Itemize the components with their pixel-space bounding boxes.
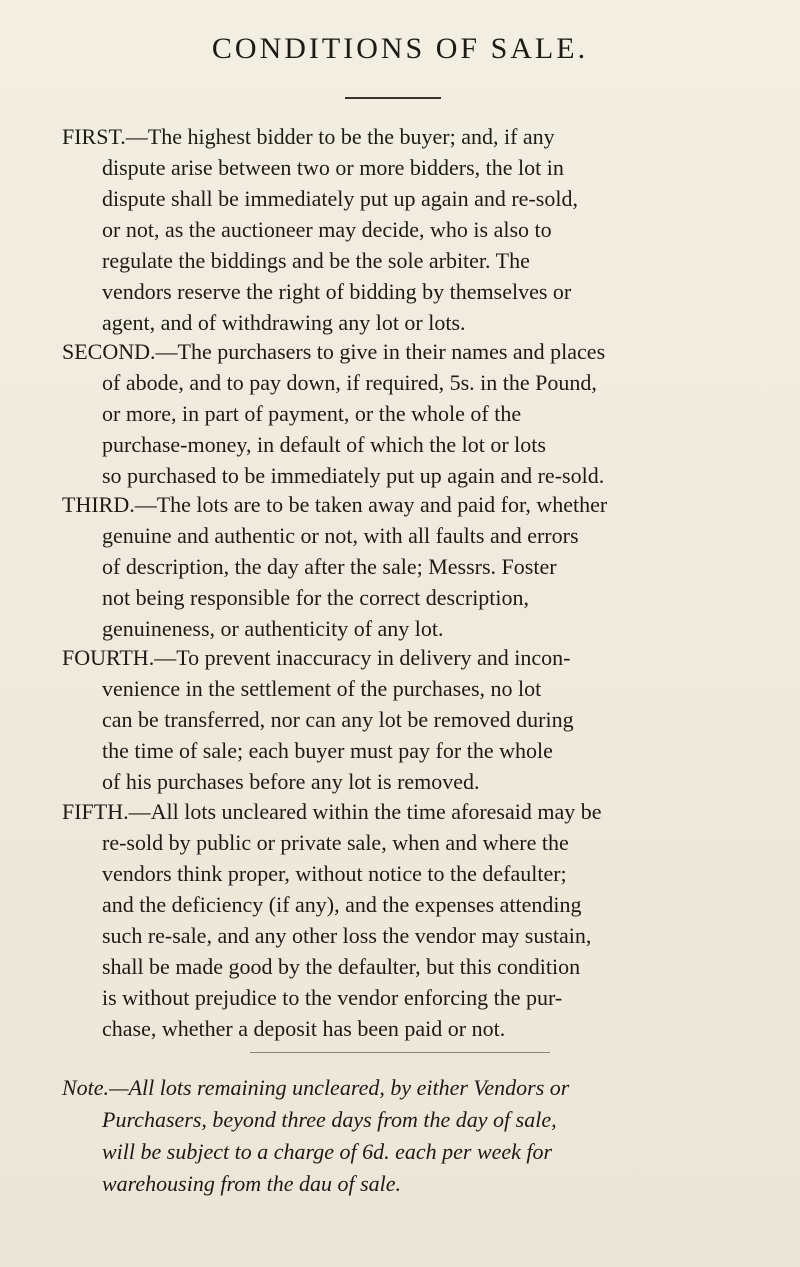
title-divider (345, 97, 441, 99)
condition-fifth-line-3: vendors think proper, without notice to the defaulter; (102, 861, 567, 886)
condition-third-line-3: of description, the day after the sale; Messrs. Foster (102, 554, 557, 579)
condition-third-line-5: genuineness, or authenticity of any lot. (102, 616, 444, 641)
condition-fourth (62, 642, 790, 797)
condition-third-line-1: THIRD.—The lots are to be taken away and paid for, whether (62, 492, 608, 517)
condition-first-line-4: or not, as the auctioneer may decide, who is also to (102, 217, 552, 242)
page-title: CONDITIONS OF SALE. (211, 32, 589, 66)
condition-fifth-line-4: and the deficiency (if any), and the expenses attending (102, 892, 582, 917)
condition-fourth-line-1: FOURTH.—To prevent inaccuracy in delivery and incon- (62, 645, 571, 670)
condition-first-line-7: agent, and of withdrawing any lot or lots. (102, 310, 466, 335)
condition-first (62, 121, 790, 338)
condition-first-line-5: regulate the biddings and be the sole arbiter. The (102, 248, 530, 273)
condition-third-line-2: genuine and authentic or not, with all faults and errors (102, 523, 579, 548)
condition-first-line-6: vendors reserve the right of bidding by themselves or (102, 279, 572, 304)
note-line-2: Purchasers, beyond three days from the day of sale, (102, 1107, 557, 1132)
condition-third (62, 489, 790, 644)
condition-second-line-1: SECOND.—The purchasers to give in their names and places (62, 339, 606, 364)
condition-fifth-line-6: shall be made good by the defaulter, but this condition (102, 954, 581, 979)
condition-fifth-line-2: re-sold by public or private sale, when and where the (102, 830, 569, 855)
condition-second (62, 336, 790, 491)
condition-fifth-line-1: FIFTH.—All lots uncleared within the time aforesaid may be (62, 799, 602, 824)
condition-first-line-2: dispute arise between two or more bidders, the lot in (102, 155, 564, 180)
condition-fourth-line-2: venience in the settlement of the purchases, no lot (102, 676, 542, 701)
condition-fifth-line-7: is without prejudice to the vendor enforcing the pur- (102, 985, 563, 1010)
condition-second-line-3: or more, in part of payment, or the whole of the (102, 401, 522, 426)
condition-fifth (62, 796, 790, 1044)
condition-fourth-line-3: can be transferred, nor can any lot be removed during (102, 707, 574, 732)
note-line-1: Note.—All lots remaining uncleared, by either Vendors or (62, 1075, 570, 1100)
warehousing-note (62, 1072, 790, 1200)
condition-first-line-1: FIRST.—The highest bidder to be the buyer; and, if any (62, 124, 555, 149)
condition-first-line-3: dispute shall be immediately put up again and re-sold, (102, 186, 578, 211)
condition-fifth-line-5: such re-sale, and any other loss the vendor may sustain, (102, 923, 592, 948)
condition-second-line-4: purchase-money, in default of which the lot or lots (102, 432, 546, 457)
condition-fourth-line-5: of his purchases before any lot is removed. (102, 769, 480, 794)
condition-second-line-5: so purchased to be immediately put up again and re-sold. (102, 463, 605, 488)
note-line-4: warehousing from the dau of sale. (102, 1171, 402, 1196)
condition-fourth-line-4: the time of sale; each buyer must pay for the whole (102, 738, 553, 763)
condition-second-line-2: of abode, and to pay down, if required, 5s. in the Pound, (102, 370, 597, 395)
note-line-3: will be subject to a charge of 6d. each per week for (102, 1139, 553, 1164)
note-divider (250, 1052, 550, 1053)
condition-fifth-line-8: chase, whether a deposit has been paid or not. (102, 1016, 506, 1041)
condition-third-line-4: not being responsible for the correct description, (102, 585, 530, 610)
